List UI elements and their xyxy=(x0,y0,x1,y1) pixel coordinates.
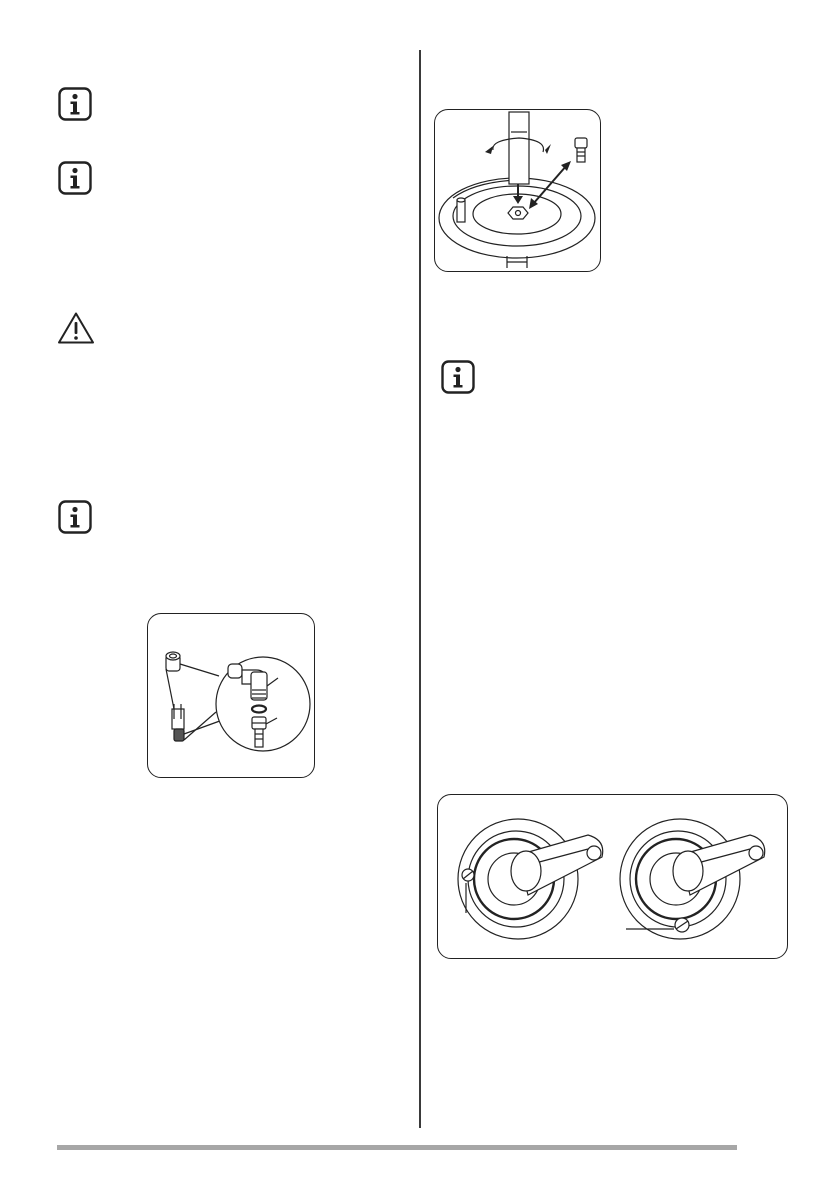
footer-rule xyxy=(57,1145,737,1150)
gas-connection-fittings-figure xyxy=(147,613,315,778)
warning-icon xyxy=(57,311,95,345)
tap-bypass-screw-figure xyxy=(437,794,788,959)
info-icon xyxy=(58,161,92,195)
column-divider xyxy=(419,50,421,1128)
burner-injector-replacement-figure xyxy=(434,109,601,272)
info-icon xyxy=(58,500,92,534)
info-icon xyxy=(58,87,92,121)
info-icon xyxy=(441,360,475,394)
